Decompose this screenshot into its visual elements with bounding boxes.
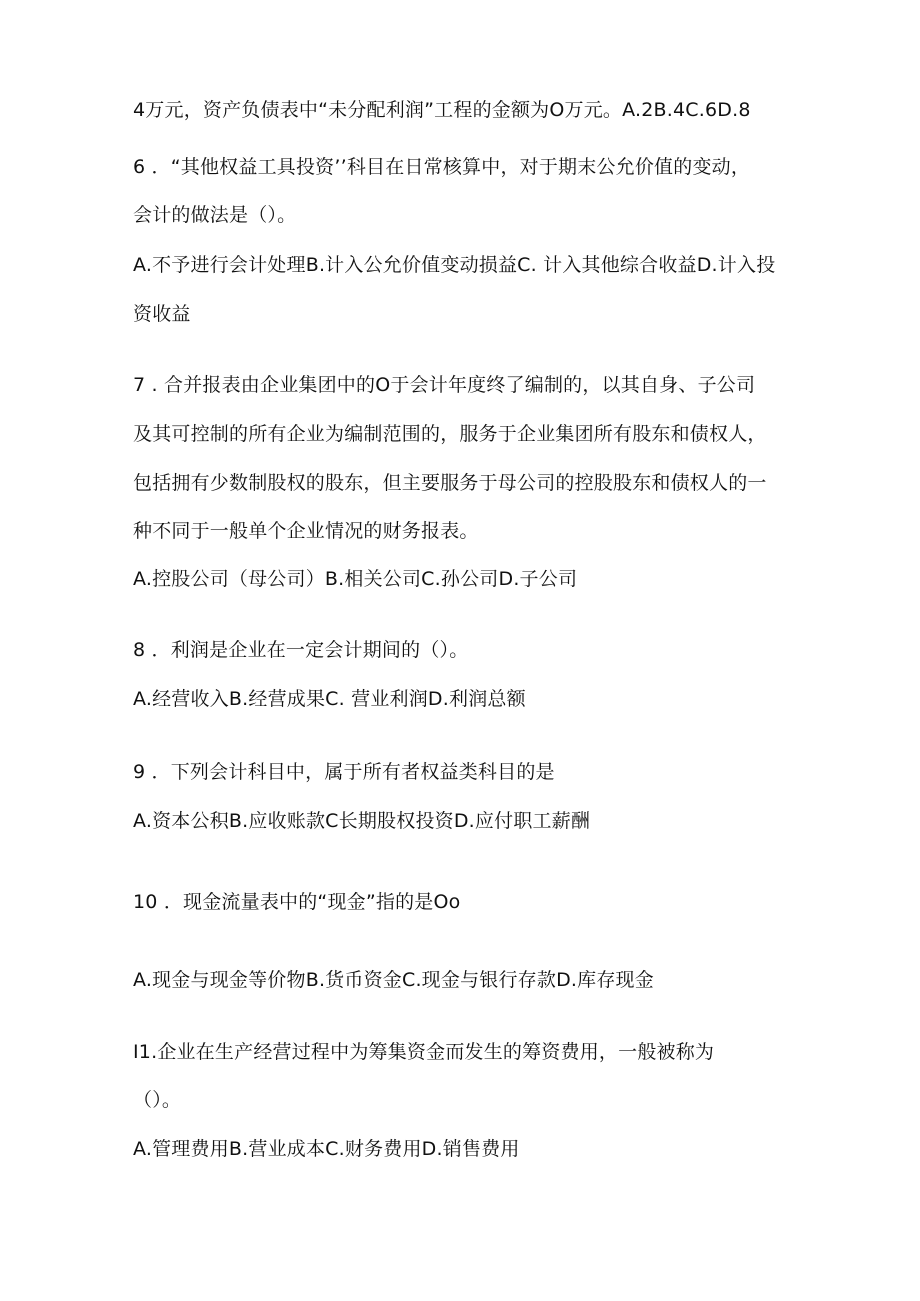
q9-options-line: A.资本公积B.应收账款C长期股权投资D.应付职工薪酬 xyxy=(133,810,591,832)
q6-options-line-1: A.不予进行会计处理B.计入公允价值变动损益C. 计入其他综合收益D.计入投 xyxy=(133,254,776,276)
q8-question-line: 8 ．利润是企业在一定会计期间的（）。 xyxy=(133,639,469,661)
q7-question-line-2: 及其可控制的所有企业为编制范围的，服务于企业集团所有股东和债权人， xyxy=(133,423,767,445)
q9-question-line: 9 ．下列会计科目中，属于所有者权益类科目的是 xyxy=(133,761,555,783)
q7-question-line-1: 7 . 合并报表由企业集团中的O于会计年度终了编制的，以其自身、子公司 xyxy=(133,374,756,396)
q8-options-line: A.经营收入B.经营成果C. 营业利润D.利润总额 xyxy=(133,688,526,710)
q10-options-line: A.现金与现金等价物B.货币资金C.现金与银行存款D.库存现金 xyxy=(133,969,654,991)
q11-question-line-1: I1.企业在生产经营过程中为筹集资金而发生的筹资费用，一般被称为 xyxy=(133,1041,715,1063)
q5-answer-line: 4万元，资产负债表中“未分配利润”工程的金额为O万元。A.2B.4C.6D.8 xyxy=(133,99,751,121)
q7-options-line: A.控股公司（母公司）B.相关公司C.孙公司D.子公司 xyxy=(133,568,578,590)
q6-options-line-2: 资收益 xyxy=(133,303,191,325)
q6-question-line-2: 会计的做法是（）。 xyxy=(133,204,297,226)
q10-question-line: 10 ．现金流量表中的“现金”指的是Oo xyxy=(133,891,461,913)
q7-question-line-3: 包括拥有少数制股权的股东，但主要服务于母公司的控股股东和债权人的一 xyxy=(133,472,767,494)
q11-options-line: A.管理费用B.营业成本C.财务费用D.销售费用 xyxy=(133,1138,520,1160)
q11-question-line-2: （）。 xyxy=(133,1089,182,1111)
q6-question-line-1: 6 ．“其他权益工具投资’’科目在日常核算中，对于期末公允价值的变动， xyxy=(133,156,751,178)
q7-question-line-4: 种不同于一般单个企业情况的财务报表。 xyxy=(133,520,479,542)
